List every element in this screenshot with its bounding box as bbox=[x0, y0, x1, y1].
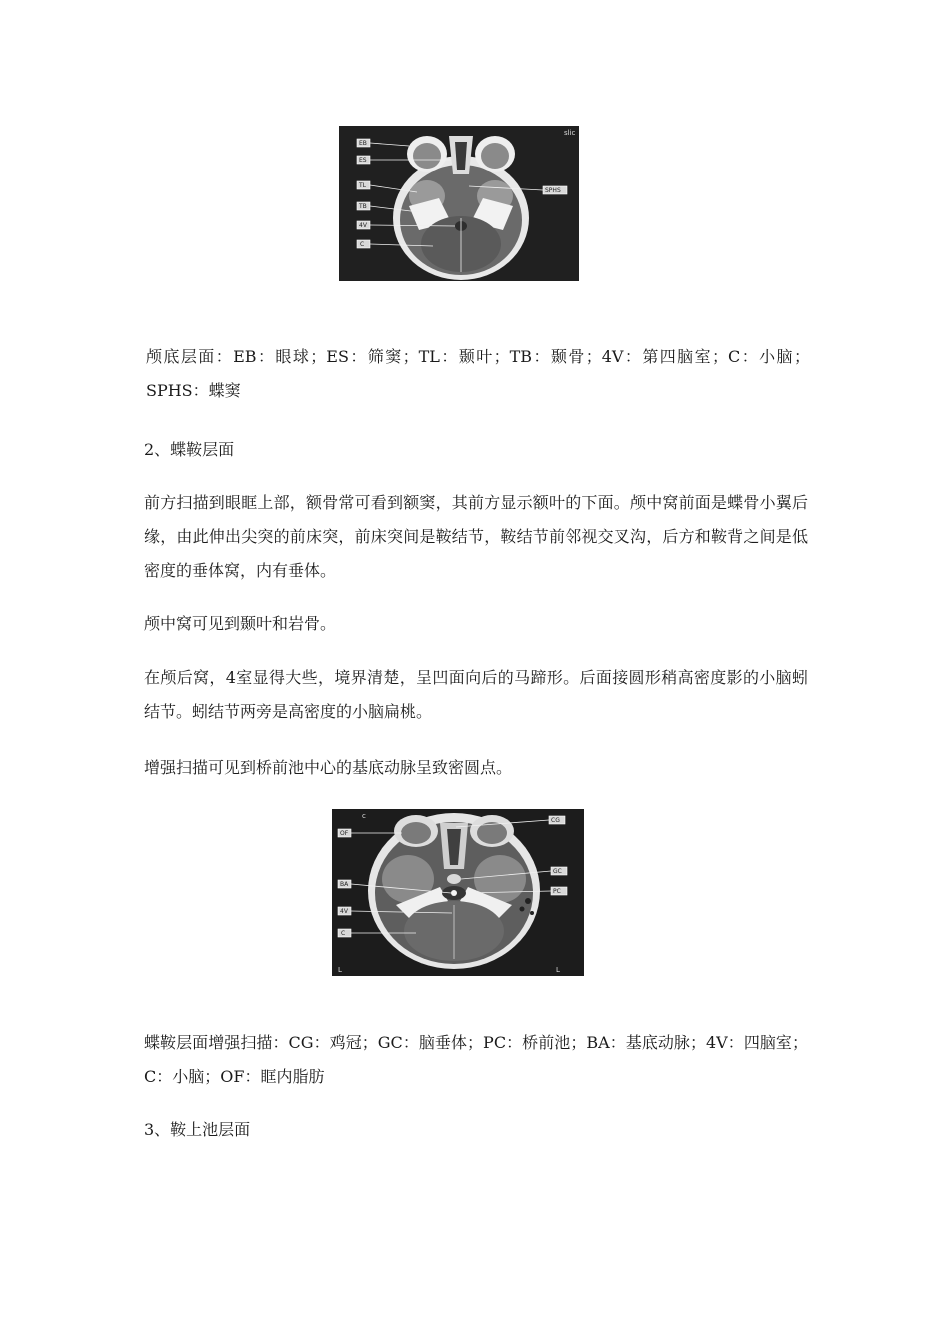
paragraph-1: 前方扫描到眼眶上部，额骨常可看到额窦，其前方显示额叶的下面。颅中窝前面是蝶骨小翼后缘，由此伸出尖突的前床突，前床突间是鞍结节，鞍结节前邻视交叉沟，后方和鞍背之间是低密度的垂体窝，内有垂体。 bbox=[144, 493, 808, 580]
svg-text:OF: OF bbox=[340, 830, 349, 837]
svg-text:TB: TB bbox=[359, 203, 367, 210]
svg-text:C: C bbox=[341, 930, 346, 937]
paragraph-3: 在颅后窝，4室显得大些，境界清楚，呈凹面向后的马蹄形。后面接圆形稍高密度影的小脑蚓结节。蚓结节两旁是高密度的小脑扁桃。 bbox=[144, 668, 808, 721]
ct-image-skull-base bbox=[339, 126, 579, 281]
svg-text:SPHS: SPHS bbox=[545, 187, 561, 194]
ct-image-sella-enhanced bbox=[332, 809, 584, 976]
svg-text:4V: 4V bbox=[359, 222, 367, 229]
section-3-heading: 3、鞍上池层面 bbox=[144, 1120, 251, 1139]
figure2-corner-text-top: c bbox=[362, 812, 366, 820]
svg-text:C: C bbox=[360, 241, 365, 248]
ct-scan-graphic-1 bbox=[339, 126, 579, 281]
ct-scan-graphic-2 bbox=[332, 809, 584, 976]
caption-figure2: 蝶鞍层面增强扫描：CG：鸡冠；GC：脑垂体；PC：桥前池；BA：基底动脉；4V：四脑室；C：小脑；OF：眶内脂肪 bbox=[144, 1033, 808, 1086]
svg-text:BA: BA bbox=[340, 881, 349, 888]
section-2-heading: 2、蝶鞍层面 bbox=[144, 440, 235, 459]
svg-text:PC: PC bbox=[553, 888, 561, 895]
paragraph-4: 增强扫描可见到桥前池中心的基底动脉呈致密圆点。 bbox=[144, 758, 513, 777]
svg-text:GC: GC bbox=[553, 868, 562, 875]
paragraph-2: 颅中窝可见到颞叶和岩骨。 bbox=[144, 614, 337, 633]
figure1-corner-text: slic bbox=[564, 129, 576, 137]
caption-figure1: 颅底层面：EB：眼球；ES：筛窦；TL：颞叶；TB：颞骨；4V：第四脑室；C：小脑；SPHS：蝶窦 bbox=[146, 347, 810, 400]
svg-text:4V: 4V bbox=[340, 908, 348, 915]
svg-text:TL: TL bbox=[359, 182, 367, 189]
svg-text:ES: ES bbox=[359, 157, 367, 164]
svg-text:CG: CG bbox=[551, 817, 560, 824]
figure2-corner-text-bottom-right: L bbox=[556, 966, 560, 974]
svg-text:EB: EB bbox=[359, 140, 367, 147]
figure2-corner-text-bottom: L bbox=[338, 966, 342, 974]
